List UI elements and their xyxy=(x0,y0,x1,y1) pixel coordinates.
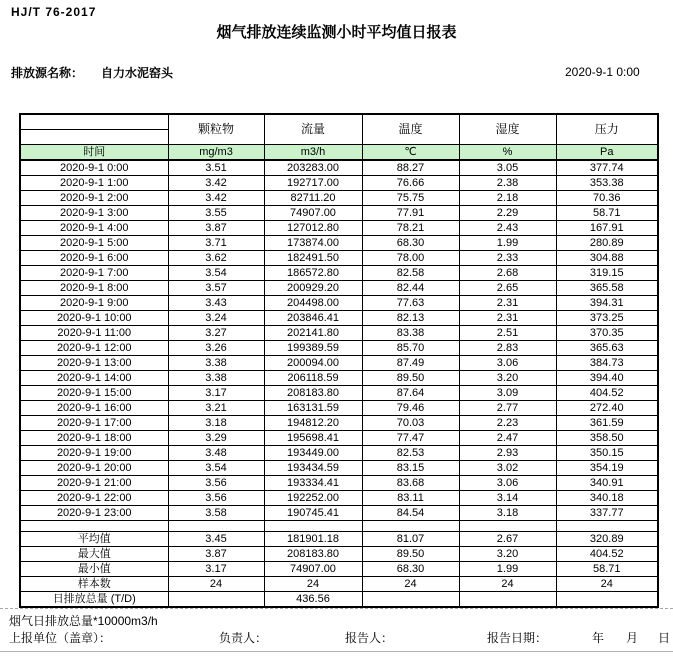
value-cell: 89.50 xyxy=(362,371,459,386)
day-label: 日 xyxy=(658,631,671,645)
value-cell: 200929.20 xyxy=(264,281,362,296)
value-cell: 3.20 xyxy=(459,547,556,562)
time-cell: 2020-9-1 14:00 xyxy=(20,371,168,386)
value-cell: 1.99 xyxy=(459,236,556,251)
value-cell: 2.77 xyxy=(459,401,556,416)
value-cell xyxy=(556,592,658,608)
table-row xyxy=(20,446,658,461)
value-cell: 320.89 xyxy=(556,532,658,547)
value-cell: 199389.59 xyxy=(264,341,362,356)
summary-row xyxy=(20,592,658,608)
value-cell: 3.57 xyxy=(168,281,264,296)
value-cell: 2.83 xyxy=(459,341,556,356)
table-body xyxy=(20,160,658,607)
value-cell: 3.17 xyxy=(168,386,264,401)
summary-label-cell: 平均值 xyxy=(20,532,168,547)
summary-row xyxy=(20,562,658,577)
value-cell: 2.29 xyxy=(459,206,556,221)
time-cell: 2020-9-1 4:00 xyxy=(20,221,168,236)
time-cell: 2020-9-1 21:00 xyxy=(20,476,168,491)
table-row xyxy=(20,191,658,206)
time-cell: 2020-9-1 13:00 xyxy=(20,356,168,371)
table-row xyxy=(20,236,658,251)
unit-flow: m3/h xyxy=(264,145,362,161)
value-cell: 24 xyxy=(264,577,362,592)
value-cell: 186572.80 xyxy=(264,266,362,281)
value-cell: 203283.00 xyxy=(264,160,362,176)
time-cell: 2020-9-1 8:00 xyxy=(20,281,168,296)
value-cell: 3.54 xyxy=(168,266,264,281)
value-cell: 3.26 xyxy=(168,341,264,356)
value-cell: 377.74 xyxy=(556,160,658,176)
value-cell: 58.71 xyxy=(556,206,658,221)
value-cell: 70.36 xyxy=(556,191,658,206)
summary-label-cell: 样本数 xyxy=(20,577,168,592)
table-row xyxy=(20,341,658,356)
table-row xyxy=(20,416,658,431)
value-cell: 79.46 xyxy=(362,401,459,416)
time-cell: 2020-9-1 18:00 xyxy=(20,431,168,446)
value-cell: 204498.00 xyxy=(264,296,362,311)
standard-code: HJ/T 76-2017 xyxy=(11,5,97,19)
unit-temperature: ℃ xyxy=(362,145,459,161)
param-header-row xyxy=(20,114,658,130)
value-cell: 75.75 xyxy=(362,191,459,206)
value-cell xyxy=(556,521,658,532)
value-cell xyxy=(459,521,556,532)
value-cell: 85.70 xyxy=(362,341,459,356)
table-row xyxy=(20,176,658,191)
value-cell: 361.59 xyxy=(556,416,658,431)
spacer-cell xyxy=(20,521,168,532)
value-cell: 3.24 xyxy=(168,311,264,326)
time-cell: 2020-9-1 0:00 xyxy=(20,160,168,176)
value-cell xyxy=(362,592,459,608)
value-cell: 76.66 xyxy=(362,176,459,191)
value-cell: 3.48 xyxy=(168,446,264,461)
value-cell: 74907.00 xyxy=(264,562,362,577)
value-cell: 319.15 xyxy=(556,266,658,281)
value-cell: 195698.41 xyxy=(264,431,362,446)
value-cell: 2.47 xyxy=(459,431,556,446)
value-cell: 3.09 xyxy=(459,386,556,401)
value-cell: 384.73 xyxy=(556,356,658,371)
time-cell: 2020-9-1 19:00 xyxy=(20,446,168,461)
value-cell: 2.33 xyxy=(459,251,556,266)
table-row xyxy=(20,326,658,341)
year-label: 年 xyxy=(592,631,605,645)
time-cell: 2020-9-1 2:00 xyxy=(20,191,168,206)
value-cell: 2.31 xyxy=(459,311,556,326)
table-row xyxy=(20,476,658,491)
value-cell: 24 xyxy=(362,577,459,592)
value-cell: 58.71 xyxy=(556,562,658,577)
value-cell: 3.06 xyxy=(459,476,556,491)
value-cell: 88.27 xyxy=(362,160,459,176)
value-cell: 192717.00 xyxy=(264,176,362,191)
value-cell: 82.44 xyxy=(362,281,459,296)
value-cell: 87.49 xyxy=(362,356,459,371)
value-cell: 3.54 xyxy=(168,461,264,476)
value-cell: 173874.00 xyxy=(264,236,362,251)
unit-particulate: mg/m3 xyxy=(168,145,264,161)
header-corner-bottom xyxy=(20,130,168,145)
value-cell: 373.25 xyxy=(556,311,658,326)
value-cell: 394.31 xyxy=(556,296,658,311)
value-cell: 163131.59 xyxy=(264,401,362,416)
value-cell: 3.05 xyxy=(459,160,556,176)
value-cell: 3.87 xyxy=(168,221,264,236)
monitoring-table xyxy=(19,113,659,608)
time-cell: 2020-9-1 1:00 xyxy=(20,176,168,191)
source-label: 排放源名称： xyxy=(11,66,84,80)
value-cell xyxy=(168,521,264,532)
value-cell: 3.17 xyxy=(168,562,264,577)
summary-row xyxy=(20,577,658,592)
value-cell: 83.11 xyxy=(362,491,459,506)
value-cell xyxy=(264,521,362,532)
value-cell: 3.27 xyxy=(168,326,264,341)
value-cell: 370.35 xyxy=(556,326,658,341)
value-cell: 77.91 xyxy=(362,206,459,221)
value-cell: 2.23 xyxy=(459,416,556,431)
value-cell: 340.91 xyxy=(556,476,658,491)
value-cell: 404.52 xyxy=(556,547,658,562)
value-cell: 3.29 xyxy=(168,431,264,446)
value-cell: 3.87 xyxy=(168,547,264,562)
time-cell: 2020-9-1 5:00 xyxy=(20,236,168,251)
value-cell: 394.40 xyxy=(556,371,658,386)
unit-pressure: Pa xyxy=(556,145,658,161)
time-cell: 2020-9-1 10:00 xyxy=(20,311,168,326)
value-cell: 182491.50 xyxy=(264,251,362,266)
value-cell: 70.03 xyxy=(362,416,459,431)
value-cell: 3.42 xyxy=(168,191,264,206)
time-cell: 2020-9-1 7:00 xyxy=(20,266,168,281)
summary-row xyxy=(20,547,658,562)
value-cell: 24 xyxy=(556,577,658,592)
value-cell xyxy=(362,521,459,532)
page-break-line xyxy=(0,608,673,609)
value-cell: 340.18 xyxy=(556,491,658,506)
value-cell: 2.93 xyxy=(459,446,556,461)
value-cell: 3.43 xyxy=(168,296,264,311)
table-row xyxy=(20,431,658,446)
value-cell: 2.43 xyxy=(459,221,556,236)
page-title: 烟气排放连续监测小时平均值日报表 xyxy=(216,24,457,41)
value-cell: 3.02 xyxy=(459,461,556,476)
value-cell: 436.56 xyxy=(264,592,362,608)
value-cell: 84.54 xyxy=(362,506,459,521)
value-cell: 83.68 xyxy=(362,476,459,491)
table-row xyxy=(20,221,658,236)
value-cell: 77.47 xyxy=(362,431,459,446)
value-cell: 82.13 xyxy=(362,311,459,326)
value-cell: 192252.00 xyxy=(264,491,362,506)
month-label: 月 xyxy=(626,631,639,645)
value-cell: 3.55 xyxy=(168,206,264,221)
time-cell: 2020-9-1 20:00 xyxy=(20,461,168,476)
value-cell: 181901.18 xyxy=(264,532,362,547)
table-row xyxy=(20,386,658,401)
value-cell: 354.19 xyxy=(556,461,658,476)
value-cell: 3.38 xyxy=(168,371,264,386)
value-cell: 3.71 xyxy=(168,236,264,251)
time-cell: 2020-9-1 9:00 xyxy=(20,296,168,311)
table-row xyxy=(20,311,658,326)
time-header: 时间 xyxy=(20,145,168,161)
value-cell: 127012.80 xyxy=(264,221,362,236)
report-datetime: 2020-9-1 0:00 xyxy=(565,65,640,79)
report-unit-label: 上报单位（盖章）： xyxy=(9,631,112,645)
time-cell: 2020-9-1 15:00 xyxy=(20,386,168,401)
value-cell: 1.99 xyxy=(459,562,556,577)
value-cell: 3.21 xyxy=(168,401,264,416)
summary-label-cell: 日排放总量 (T/D) xyxy=(20,592,168,608)
table-row xyxy=(20,401,658,416)
table-row xyxy=(20,206,658,221)
table-row xyxy=(20,491,658,506)
value-cell: 82711.20 xyxy=(264,191,362,206)
time-cell: 2020-9-1 6:00 xyxy=(20,251,168,266)
value-cell: 3.14 xyxy=(459,491,556,506)
value-cell: 280.89 xyxy=(556,236,658,251)
table-row xyxy=(20,266,658,281)
value-cell: 208183.80 xyxy=(264,547,362,562)
signature-row xyxy=(0,629,673,645)
summary-row xyxy=(20,532,658,547)
table-row xyxy=(20,296,658,311)
summary-label-cell: 最大值 xyxy=(20,547,168,562)
value-cell: 404.52 xyxy=(556,386,658,401)
value-cell: 194812.20 xyxy=(264,416,362,431)
value-cell: 2.51 xyxy=(459,326,556,341)
table-row xyxy=(20,251,658,266)
col-header-flow: 流量 xyxy=(264,114,362,145)
time-cell: 2020-9-1 23:00 xyxy=(20,506,168,521)
time-cell: 2020-9-1 12:00 xyxy=(20,341,168,356)
value-cell: 206118.59 xyxy=(264,371,362,386)
value-cell: 365.63 xyxy=(556,341,658,356)
value-cell: 3.18 xyxy=(459,506,556,521)
value-cell: 3.56 xyxy=(168,491,264,506)
value-cell: 81.07 xyxy=(362,532,459,547)
summary-label-cell: 最小值 xyxy=(20,562,168,577)
col-header-pressure: 压力 xyxy=(556,114,658,145)
header-corner-top xyxy=(20,114,168,130)
value-cell: 2.31 xyxy=(459,296,556,311)
value-cell: 350.15 xyxy=(556,446,658,461)
value-cell: 202141.80 xyxy=(264,326,362,341)
value-cell: 3.45 xyxy=(168,532,264,547)
value-cell: 3.51 xyxy=(168,160,264,176)
value-cell: 208183.80 xyxy=(264,386,362,401)
value-cell: 304.88 xyxy=(556,251,658,266)
value-cell: 193449.00 xyxy=(264,446,362,461)
value-cell: 82.58 xyxy=(362,266,459,281)
value-cell: 68.30 xyxy=(362,236,459,251)
value-cell: 3.62 xyxy=(168,251,264,266)
value-cell: 337.77 xyxy=(556,506,658,521)
value-cell: 3.58 xyxy=(168,506,264,521)
footer-note: 烟气日排放总量*10000m3/h xyxy=(9,614,158,628)
value-cell: 167.91 xyxy=(556,221,658,236)
value-cell: 193334.41 xyxy=(264,476,362,491)
table-row xyxy=(20,506,658,521)
col-header-temperature: 温度 xyxy=(362,114,459,145)
value-cell: 2.67 xyxy=(459,532,556,547)
value-cell: 78.21 xyxy=(362,221,459,236)
spacer-row xyxy=(20,521,658,532)
value-cell: 74907.00 xyxy=(264,206,362,221)
value-cell: 82.53 xyxy=(362,446,459,461)
value-cell: 2.65 xyxy=(459,281,556,296)
table-row xyxy=(20,160,658,176)
table-row xyxy=(20,461,658,476)
unit-header-row xyxy=(20,145,658,161)
reporter-label: 报告人： xyxy=(345,631,394,645)
value-cell: 83.38 xyxy=(362,326,459,341)
value-cell: 200094.00 xyxy=(264,356,362,371)
table-row xyxy=(20,371,658,386)
value-cell: 83.15 xyxy=(362,461,459,476)
value-cell: 89.50 xyxy=(362,547,459,562)
value-cell: 3.56 xyxy=(168,476,264,491)
col-header-humidity: 湿度 xyxy=(459,114,556,145)
time-cell: 2020-9-1 11:00 xyxy=(20,326,168,341)
time-cell: 2020-9-1 3:00 xyxy=(20,206,168,221)
value-cell: 77.63 xyxy=(362,296,459,311)
value-cell: 68.30 xyxy=(362,562,459,577)
responsible-label: 负责人： xyxy=(219,631,268,645)
value-cell: 3.06 xyxy=(459,356,556,371)
value-cell: 3.42 xyxy=(168,176,264,191)
value-cell: 193434.59 xyxy=(264,461,362,476)
source-name: 自力水泥窑头 xyxy=(101,66,174,80)
value-cell: 24 xyxy=(168,577,264,592)
value-cell: 190745.41 xyxy=(264,506,362,521)
value-cell: 3.18 xyxy=(168,416,264,431)
value-cell: 2.18 xyxy=(459,191,556,206)
value-cell: 24 xyxy=(459,577,556,592)
time-cell: 2020-9-1 16:00 xyxy=(20,401,168,416)
time-cell: 2020-9-1 17:00 xyxy=(20,416,168,431)
report-date-label: 报告日期： xyxy=(487,631,548,645)
source-row xyxy=(11,64,173,81)
value-cell: 353.38 xyxy=(556,176,658,191)
value-cell: 365.58 xyxy=(556,281,658,296)
value-cell: 3.20 xyxy=(459,371,556,386)
value-cell: 272.40 xyxy=(556,401,658,416)
value-cell: 2.68 xyxy=(459,266,556,281)
table-row xyxy=(20,356,658,371)
value-cell: 2.38 xyxy=(459,176,556,191)
unit-humidity: % xyxy=(459,145,556,161)
time-cell: 2020-9-1 22:00 xyxy=(20,491,168,506)
value-cell: 203846.41 xyxy=(264,311,362,326)
value-cell: 358.50 xyxy=(556,431,658,446)
value-cell xyxy=(168,592,264,608)
value-cell: 78.00 xyxy=(362,251,459,266)
value-cell xyxy=(459,592,556,608)
table-row xyxy=(20,281,658,296)
bottom-divider xyxy=(0,651,673,652)
value-cell: 3.38 xyxy=(168,356,264,371)
value-cell: 87.64 xyxy=(362,386,459,401)
col-header-particulate: 颗粒物 xyxy=(168,114,264,145)
